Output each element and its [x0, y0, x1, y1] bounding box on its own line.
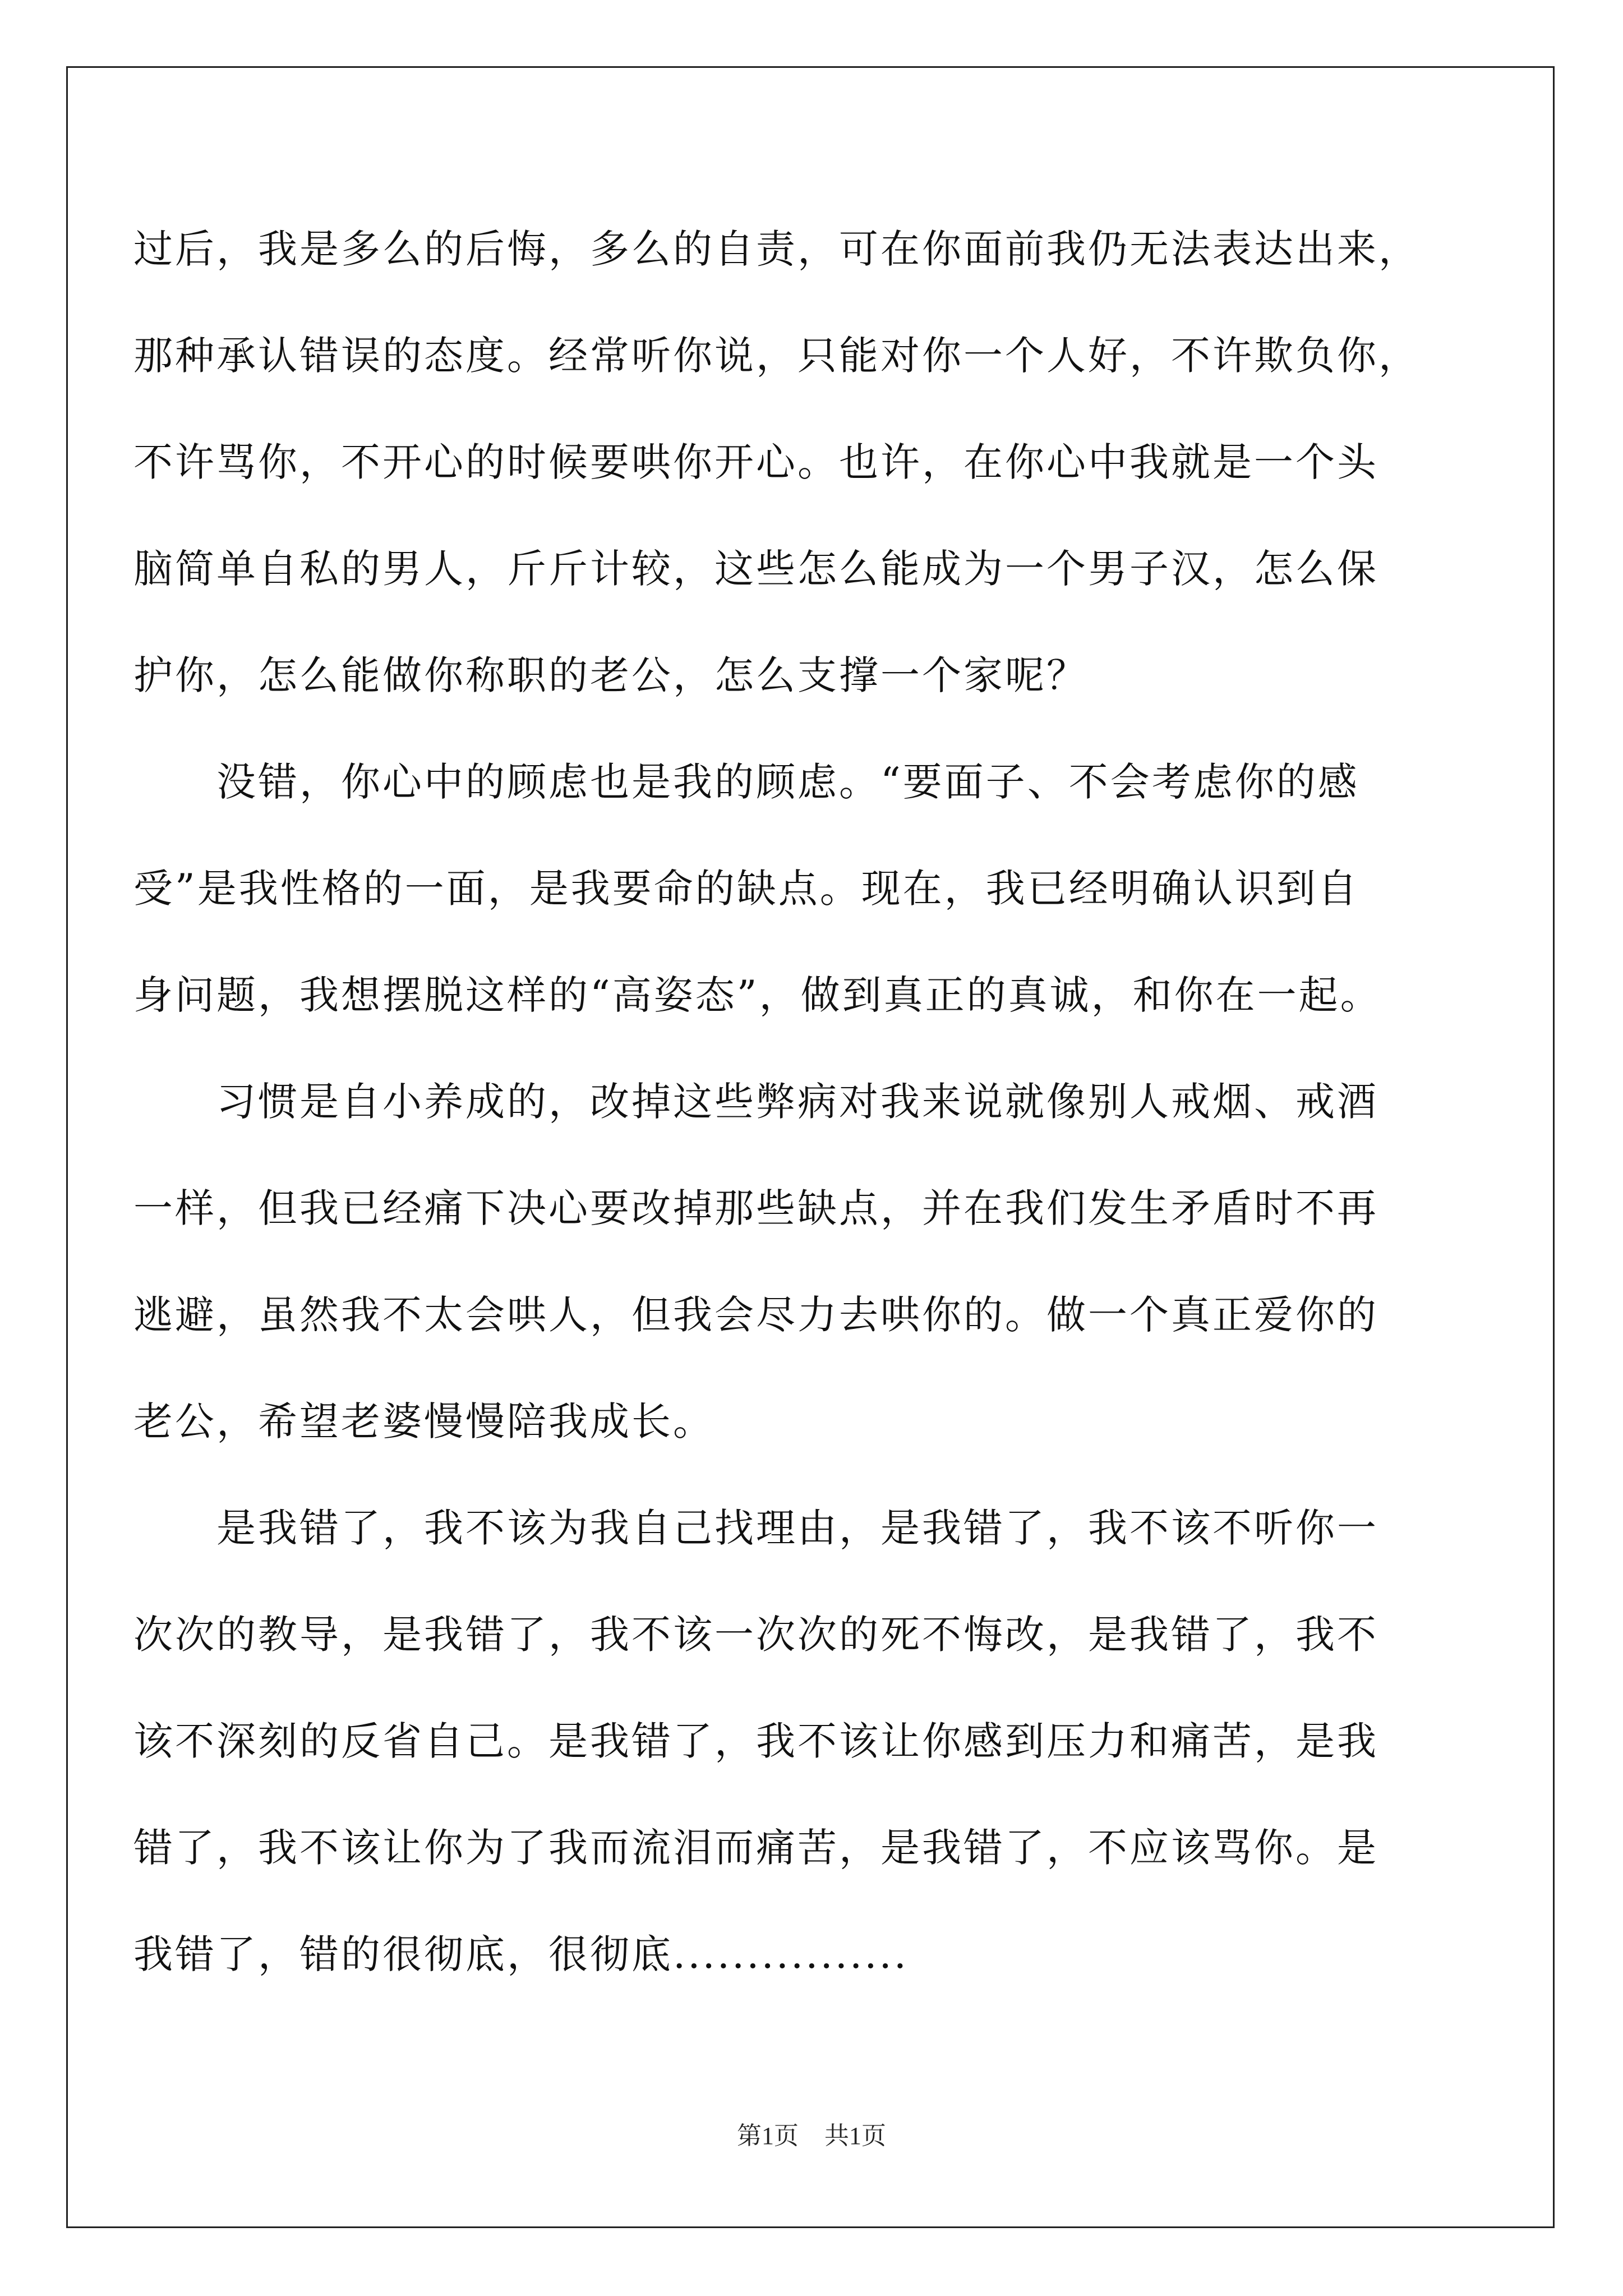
text-line: 该不深刻的反省自己。是我错了，我不该让你感到压力和痛苦，是我 [133, 1718, 1378, 1764]
text-line: 我错了，错的很彻底，很彻底................ [133, 1931, 909, 1977]
text-line: 护你，怎么能做你称职的老公，怎么支撑一个家呢？ [133, 652, 1088, 698]
text-line: 一样，但我已经痛下决心要改掉那些缺点，并在我们发生矛盾时不再 [133, 1185, 1378, 1231]
text-line: 那种承认错误的态度。经常听你说，只能对你一个人好，不许欺负你， [133, 333, 1420, 379]
text-line: 脑简单自私的男人，斤斤计较，这些怎么能成为一个男子汉，怎么保 [133, 546, 1378, 592]
text-line: 身问题，我想摆脱这样的“高姿态”，做到真正的真诚，和你在一起。 [133, 972, 1382, 1018]
text-line: 次次的教导，是我错了，我不该一次次的死不悔改，是我错了，我不 [133, 1612, 1378, 1658]
page-number-total: 共1页 [824, 2122, 886, 2150]
text-line: 习惯是自小养成的，改掉这些弊病对我来说就像别人戒烟、戒酒 [133, 1079, 1378, 1125]
page-number-current: 第1页 [737, 2122, 799, 2150]
text-line: 错了，我不该让你为了我而流泪而痛苦，是我错了，不应该骂你。是 [133, 1825, 1378, 1871]
text-line: 逃避，虽然我不太会哄人，但我会尽力去哄你的。做一个真正爱你的 [133, 1292, 1378, 1338]
text-line: 不许骂你，不开心的时候要哄你开心。也许，在你心中我就是一个头 [133, 439, 1378, 485]
text-line: 受”是我性格的一面，是我要命的缺点。现在，我已经明确认识到自 [133, 866, 1359, 912]
page-border [66, 66, 1555, 2228]
text-line: 是我错了，我不该为我自己找理由，是我错了，我不该不听你一 [133, 1505, 1378, 1551]
text-line: 没错，你心中的顾虑也是我的顾虑。“要面子、不会考虑你的感 [133, 759, 1359, 805]
text-line: 老公，希望老婆慢慢陪我成长。 [133, 1398, 714, 1444]
page-footer [0, 2119, 1623, 2153]
text-line: 过后，我是多么的后悔，多么的自责，可在你面前我仍无法表达出来， [133, 226, 1420, 272]
